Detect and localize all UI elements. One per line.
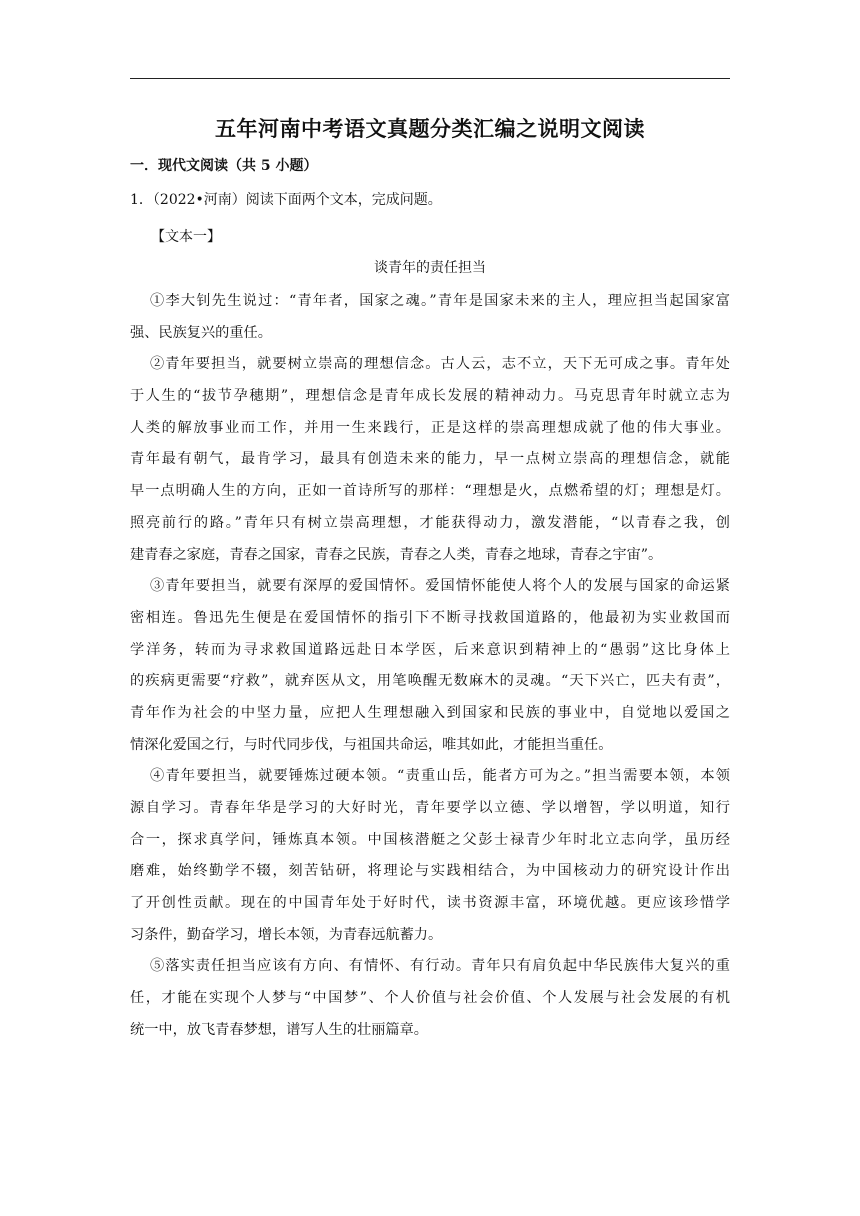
paragraph-line: ①李大钊先生说过：“青年者，国家之魂。”青年是国家未来的主人，理应担当起国家富 — [150, 293, 730, 309]
paragraph-line: 学洋务，转而为寻求救国道路远赴日本学医，后来意识到精神上的“愚弱”这比身体上 — [130, 641, 730, 658]
paragraph-line: 早一点明确人生的方向，正如一首诗所写的那样：“理想是火，点燃希望的灯；理想是灯。 — [130, 483, 730, 500]
question-prompt: 1．（2022•河南）阅读下面两个文本，完成问题。 — [130, 192, 442, 208]
header-rule — [130, 78, 730, 79]
paragraph-line: 人类的解放事业而工作，并用一生来践行，正是这样的崇高理想成就了他的伟大事业。 — [130, 419, 730, 436]
text-one-label: 【文本一】 — [151, 229, 221, 245]
paragraph-line: 任，才能在实现个人梦与“中国梦”、个人价值与社会价值、个人发展与社会发展的有机 — [130, 990, 730, 1007]
section-heading: 一．现代文阅读（共 5 小题） — [130, 158, 318, 174]
paragraph-line: 密相连。鲁迅先生便是在爱国情怀的指引下不断寻找救国道路的，他最初为实业救国而 — [130, 609, 730, 626]
paragraph-line: 建青春之家庭，青春之国家，青春之民族，青春之人类，青春之地球，青春之宇宙”。 — [130, 546, 663, 563]
paragraph-line: 照亮前行的路。”青年只有树立崇高理想，才能获得动力，激发潜能，“以青春之我，创 — [130, 514, 730, 531]
paragraph-line: ③青年要担当，就要有深厚的爱国情怀。爱国情怀能使人将个人的发展与国家的命运紧 — [150, 578, 730, 595]
paragraph-3 — [130, 571, 730, 761]
document-title: 五年河南中考语文真题分类汇编之说明文阅读 — [215, 116, 645, 141]
paragraph-5 — [130, 951, 730, 1046]
paragraph-line: 磨难，始终勤学不辍，刻苦钻研，将理论与实践相结合，为中国核动力的研究设计作出 — [130, 863, 730, 880]
paragraph-line: 青年最有朝气，最肯学习，最具有创造未来的能力，早一点树立崇高的理想信念，就能 — [130, 451, 730, 468]
paragraph-1 — [130, 286, 730, 349]
paragraph-line: 情深化爱国之行，与时代同步伐，与祖国共命运，唯其如此，才能担当重任。 — [130, 736, 613, 753]
paragraph-line: 青年作为社会的中坚力量，应把人生理想融入到国家和民族的事业中，自觉地以爱国之 — [130, 704, 730, 721]
paragraph-line: 习条件，勤奋学习，增长本领，为青春远航蓄力。 — [130, 926, 443, 943]
paragraph-line: ④青年要担当，就要锤炼过硬本领。“责重山岳，能者方可为之。”担当需要本领，本领 — [150, 768, 730, 785]
paragraph-line: 源自学习。青春年华是学习的大好时光，青年要学以立德、学以增智，学以明道，知行 — [130, 800, 730, 816]
article-title: 谈青年的责任担当 — [374, 260, 486, 276]
paragraph-line: ⑤落实责任担当应该有方向、有情怀、有行动。青年只有肩负起中华民族伟大复兴的重 — [150, 958, 730, 975]
paragraph-line: 强、民族复兴的重任。 — [130, 324, 272, 341]
paragraph-line: 合一，探求真学问，锤炼真本领。中国核潜艇之父彭士禄青少年时北立志向学，虽历经 — [130, 831, 730, 848]
article-body — [130, 286, 730, 1047]
paragraph-4 — [130, 761, 730, 951]
paragraph-line: ②青年要担当，就要树立崇高的理想信念。古人云，志不立，天下无可成之事。青年处 — [150, 356, 730, 373]
paragraph-line: 于人生的“拔节孕穗期”，理想信念是青年成长发展的精神动力。马克思青年时就立志为 — [130, 388, 730, 405]
paragraph-line: 了开创性贡献。现在的中国青年处于好时代，读书资源丰富，环境优越。更应该珍惜学 — [130, 895, 730, 912]
paragraph-line: 统一中，放飞青春梦想，谱写人生的壮丽篇章。 — [130, 1021, 428, 1038]
paragraph-line: 的疾病更需要“疗救”，就弃医从文，用笔唤醒无数麻木的灵魂。“天下兴亡，匹夫有责”， — [130, 673, 730, 690]
paragraph-2 — [130, 349, 730, 571]
